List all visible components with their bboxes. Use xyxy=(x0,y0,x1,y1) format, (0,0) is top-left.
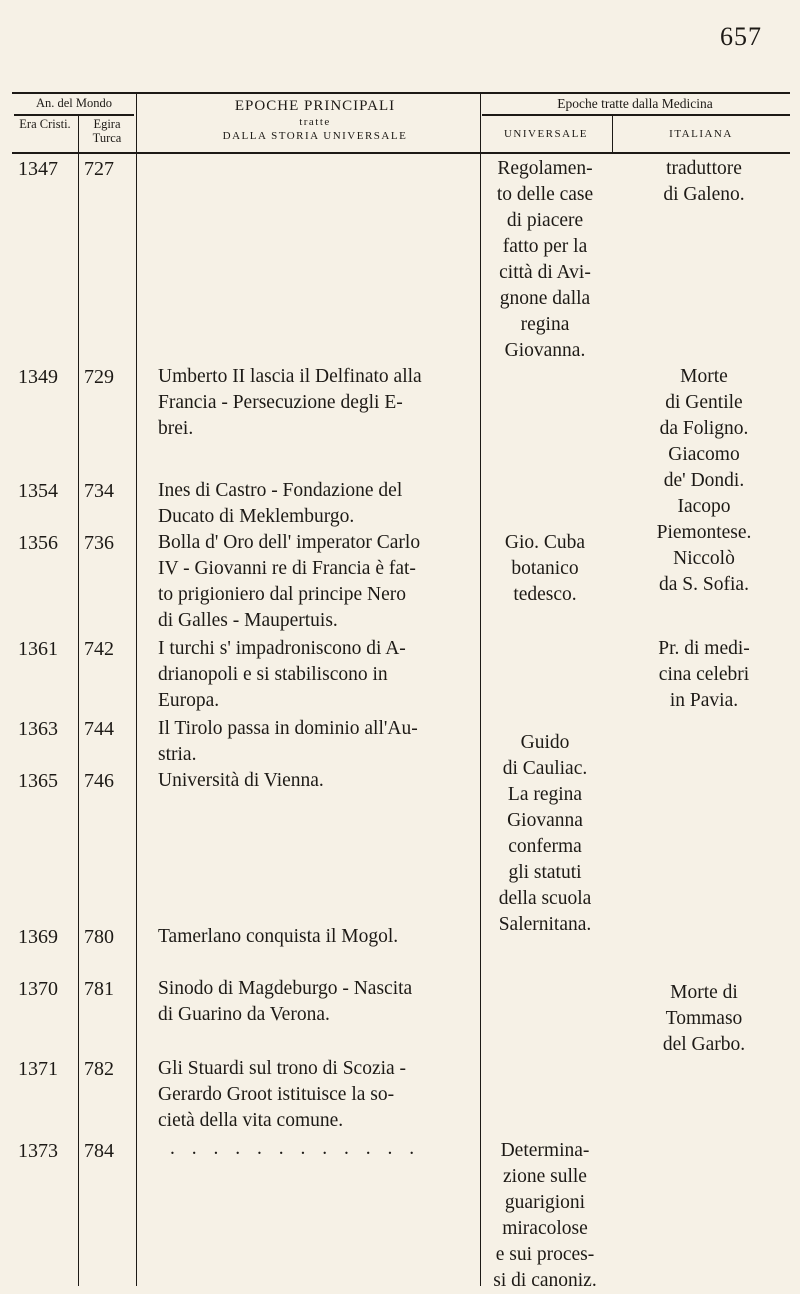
event-cell: Ines di Castro - Fondazione del Ducato di Meklemburgo. xyxy=(158,480,403,527)
medicina-italiana-cell: Morte di Tommaso del Garbo. xyxy=(662,982,746,1055)
hegira-cell: 744 xyxy=(84,718,114,740)
year-cell: 1371 xyxy=(18,1058,58,1080)
header-sub-rule-left xyxy=(14,114,134,116)
year-cell: 1347 xyxy=(18,158,58,180)
event-cell: Tamerlano conquista il Mogol. xyxy=(158,926,399,947)
medicina-universale-cell: Regolamen- to delle case di piacere fatto per la città di Avi- gnone dalla regina Giovanna. xyxy=(496,158,594,361)
event-cell: Università di Vienna. xyxy=(158,770,324,791)
year-cell: 1354 xyxy=(18,480,58,502)
medicina-italiana-cell: Morte di Gentile da Foligno. Giacomo de' Dondi. xyxy=(659,366,749,491)
header-epoche-sub2: DALLA STORIA UNIVERSALE xyxy=(222,130,408,142)
hegira-cell: 781 xyxy=(84,978,114,1000)
event-cell: Gli Stuardi sul trono di Scozia - Gerardo Groot istituisce la so- cietà della vita comune. xyxy=(158,1058,407,1131)
medicina-universale-cell: La regina Giovanna conferma gli statuti della scuola Salernitana. xyxy=(498,784,592,935)
header-sub-rule-right xyxy=(482,114,790,116)
page-number: 657 xyxy=(720,22,762,51)
year-cell: 1356 xyxy=(18,532,58,554)
hegira-cell: 734 xyxy=(84,480,114,502)
medicina-italiana-cell: Iacopo Piemontese. xyxy=(656,496,752,543)
year-cell: 1363 xyxy=(18,718,58,740)
header-italiana: ITALIANA xyxy=(669,128,733,140)
year-cell: 1365 xyxy=(18,770,58,792)
column-divider-era xyxy=(78,114,79,1286)
header-bottom-rule xyxy=(12,152,790,154)
column-divider-medicina xyxy=(480,92,481,1286)
hegira-cell: 746 xyxy=(84,770,114,792)
medicina-universale-cell: Determina- zione sulle guarigioni miracolose e sui proces- si di canoniz. xyxy=(493,1140,597,1291)
year-cell: 1369 xyxy=(18,926,58,948)
event-cell: Il Tirolo passa in dominio all'Au- stria. xyxy=(158,718,418,765)
header-universale: UNIVERSALE xyxy=(503,128,589,140)
header-era-cristi xyxy=(14,118,76,132)
header-egira-turca xyxy=(80,118,134,146)
header-epoche-sub1: tratte xyxy=(299,116,331,128)
header-epoche-title: EPOCHE PRINCIPALI xyxy=(234,98,396,114)
event-cell: Bolla d' Oro dell' imperator Carlo IV - Giovanni re di Francia è fat- to prigioniero dal principe Nero di Galles - Maupertuis. xyxy=(158,532,421,631)
hegira-cell: 782 xyxy=(84,1058,114,1080)
column-divider-egira xyxy=(136,92,137,1286)
year-cell: 1349 xyxy=(18,366,58,388)
medicina-universale-cell: Guido di Cauliac. xyxy=(502,732,588,779)
year-cell: 1361 xyxy=(18,638,58,660)
column-divider-italiana xyxy=(612,114,613,154)
hegira-cell: 736 xyxy=(84,532,114,554)
event-cell: Sinodo di Magdeburgo - Nascita di Guarino da Verona. xyxy=(158,978,413,1025)
medicina-italiana-cell: traduttore di Galeno. xyxy=(663,158,745,205)
medicina-universale-cell: Gio. Cuba botanico tedesco. xyxy=(504,532,586,605)
header-anno-del-mondo: An. del Mondo xyxy=(35,96,113,110)
event-cell: I turchi s' impadroniscono di A- drianopoli e si stabiliscono in Europa. xyxy=(158,638,406,711)
event-cell-dots: . . . . . . . . . . . . xyxy=(170,1138,421,1159)
header-medicina-title: Epoche tratte dalla Medicina xyxy=(557,96,713,111)
top-rule xyxy=(12,92,790,94)
hegira-cell: 742 xyxy=(84,638,114,660)
medicina-italiana-cell: Pr. di medi- cina celebri in Pavia. xyxy=(658,638,750,711)
hegira-cell: 727 xyxy=(84,158,114,180)
year-cell: 1370 xyxy=(18,978,58,1000)
hegira-cell: 784 xyxy=(84,1140,114,1162)
hegira-cell: 729 xyxy=(84,366,114,388)
header-era-cristi-text: Era Cristi. xyxy=(19,117,71,131)
medicina-italiana-cell: Niccolò da S. Sofia. xyxy=(659,548,749,595)
header-egira-turca-text: Egira Turca xyxy=(92,117,122,145)
event-cell: Umberto II lascia il Delfinato alla Francia - Persecuzione degli E- brei. xyxy=(158,366,422,439)
year-cell: 1373 xyxy=(18,1140,58,1162)
hegira-cell: 780 xyxy=(84,926,114,948)
